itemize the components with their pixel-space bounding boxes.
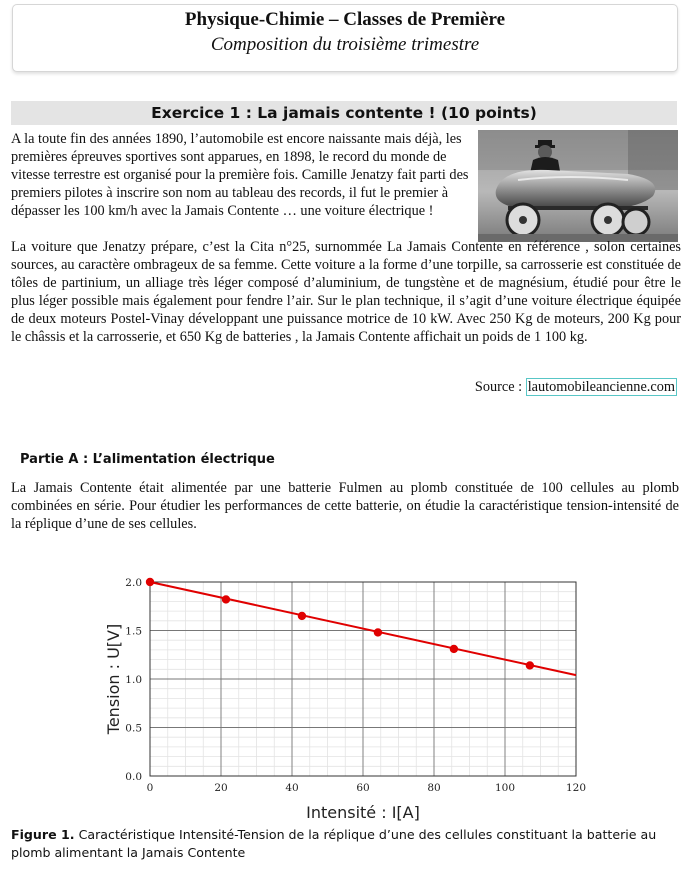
chart-y-tick-label: 2.0 (125, 577, 142, 589)
figure-label: Figure 1. (11, 827, 75, 842)
chart-data-point (526, 661, 534, 669)
chart-x-tick-label: 100 (494, 782, 516, 794)
chart-x-tick-label: 120 (565, 782, 587, 794)
chart-data-point (146, 578, 154, 586)
document-subtitle: Composition du troisième trimestre (210, 34, 480, 55)
intro-paragraph-2: La voiture que Jenatzy prépare, c’est la Cita n°25, surnommée La Jamais Contente en référence , solon certaines sources, au caractère ombrageux de sa femme. Cette voiture a la forme d’une torpille, sa carrosserie est constituée de tôles de partinium, un alliage très léger composé d’aluminium, de tungstène et de magnésium, étudié pour être le plus léger possible mais également pour fendre l’air. Sur le plan technique, il s’agit d’une voiture électrique équipée de deux moteurs Postel-Vinay développant une puissance motrice de 10 kW. Avec 250 Kg de moteurs, 200 Kg pour le châssis et la carrosserie, et 650 Kg de batteries , la Jamais Contente affichait un poids de 1 100 kg. (11, 239, 681, 346)
figure-caption-text: Caractéristique Intensité-Tension de la réplique d’une des cellules constituant la batterie au plomb alimentant la Jamais Contente (11, 827, 657, 860)
document-header (12, 4, 678, 72)
jamais-contente-photo (478, 130, 678, 242)
source-line (475, 378, 677, 396)
chart-x-axis-label: Intensité : I[A] (306, 803, 420, 822)
document-title: Physique-Chimie – Classes de Première (184, 9, 506, 30)
figure-caption (11, 826, 679, 862)
chart-y-tick-label: 1.0 (125, 674, 142, 686)
part-a-title: Partie A : L’alimentation électrique (20, 452, 275, 467)
chart-svg (95, 558, 595, 822)
chart-x-tick-label: 80 (427, 782, 441, 794)
chart-x-tick-label: 20 (214, 782, 228, 794)
chart-data-point (222, 595, 230, 603)
chart-x-tick-label: 0 (146, 782, 154, 794)
chart-data-point (298, 612, 306, 620)
exercise-title: Exercice 1 : La jamais contente ! (10 points) (11, 101, 677, 125)
chart-y-tick-label: 0.0 (125, 771, 142, 783)
chart-data-point (374, 628, 382, 636)
chart-y-axis-label: Tension : U[V] (104, 623, 123, 735)
chart-x-tick-label: 60 (356, 782, 370, 794)
source-link[interactable]: lautomobileancienne.com (527, 379, 675, 395)
chart-data-point (450, 645, 458, 653)
chart-y-tick-label: 0.5 (125, 722, 142, 735)
source-label: Source : (474, 379, 523, 395)
part-a-paragraph: La Jamais Contente était alimentée par une batterie Fulmen au plomb constituée de 100 cellules au plomb combinées en série. Pour étudier les performances de cette batterie, on étudie la caractéristique tension-intensité de la réplique d’une de ses cellules. (11, 480, 679, 533)
chart-x-tick-label: 40 (285, 782, 299, 794)
chart-y-tick-label: 1.5 (125, 625, 142, 638)
intro-paragraph-1: A la toute fin des années 1890, l’automobile est encore naissante mais déjà, les premières épreuves sportives sont apparues, en 1898, le record du monde de vitesse terrestre est organisé pour la première fois. Camille Jenatzy fait parti des premiers pilotes à inscrire son nom au tableau des records, il fut le premier à dépasser les 100 km/h avec la Jamais Contente … une voiture électrique ! (11, 131, 469, 220)
figure-chart (95, 558, 595, 826)
